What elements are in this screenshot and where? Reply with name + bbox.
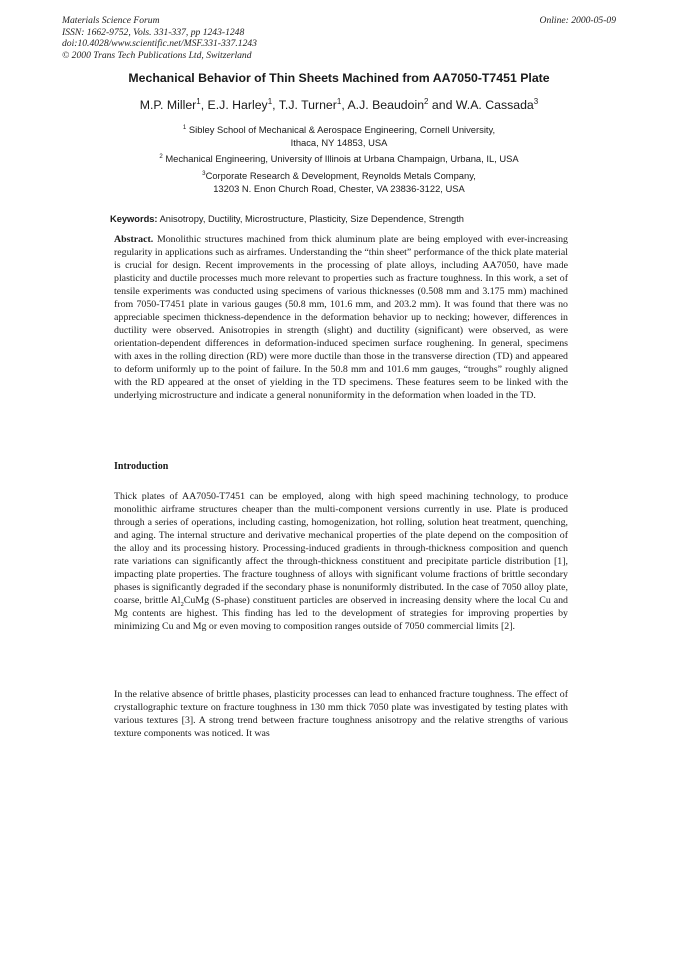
issn-line: ISSN: 1662-9752, Vols. 331-337, pp 1243-1248 [62, 26, 245, 38]
abstract-text: Monolithic structures machined from thick aluminum plate are being employed with ever-increasing regularity in applications such as airframes. Understanding the “thin sheet” performance of the thick plate material is crucial for design. Recent improvements in the processing of plate alloys, including AA7050, have made plasticity and ductile processes much more relevant to properties such as fracture toughness. In this work, a set of tensile experiments was conducted using specimens of various thicknesses (0.508 mm and 3.175 mm) machined from 7050-T7451 plate in various gauges (50.8 mm, 101.6 mm, and 203.2 mm). It was found that there was no appreciable specimen thickness-dependence in the deformation behavior up to necking; however, differences in ductility were observed. Anisotropies in strength (slight) and ductility (significant) were observed, as were orientation-dependent differences in deformation-induced specimen surface roughening. In general, specimens with axes in the rolling direction (RD) were more ductile than those in the transverse direction (TD) and appeared to deform uniformly up to the point of failure. In the 50.8 mm and 101.6 mm gauges, “troughs” roughly aligned with the RD appeared at the onset of yielding in the TD specimens. These features seem to be linked with the underlying microstructure and indicate a general nonuniformity in the deformation when loaded in the TD. [114, 234, 568, 401]
abstract [114, 233, 568, 402]
doi-line: doi:10.4028/www.scientific.net/MSF.331-337.1243 [62, 38, 257, 50]
keywords [110, 214, 570, 224]
affiliation-2: $^2$ Mechanical Engineering, University of Illinois at Urbana Champaign, Urbana, IL, USA [159, 152, 519, 164]
author: E.J. Harley$^1$, [207, 96, 279, 112]
introduction-paragraph-1: Thick plates of AA7050-T7451 can be employed, along with high speed machining technology, to produce monolithic airframe structures cheaper than the multi-component versions currently in use. Plate is produced through a series of operations, including casting, homogenization, hot rolling, solution heat treatment, quenching, and aging. The internal structure and derivative mechanical properties of the plate depend on the composition of the alloy and its processing history. Processing-induced gradients in through-thickness composition and quench rate variations can significantly affect the through-thickness constituent and precipitate particle distribution [1], impacting plate properties. The fracture toughness of alloys with significant volume fractions of brittle secondary phases is significantly degraded if the secondary phase is nonuniformly distributed. In the case of 7050 alloy plate, coarse, brittle $Al_2CuMg$ (S-phase) constituent particles are observed in increasing density where the local Cu and Mg contents are highest. This finding has led to the development of strategies for improving properties by minimizing Cu and Mg or even moving to composition ranges outside of 7050 commercial limits [2]. [114, 491, 568, 632]
copyright-line: © 2000 Trans Tech Publications Ltd, Switzerland [62, 49, 252, 61]
author-list [0, 98, 678, 112]
paper-title: Mechanical Behavior of Thin Sheets Machined from AA7050-T7451 Plate [128, 71, 550, 85]
journal-metadata [62, 15, 257, 61]
introduction-heading: Introduction [114, 461, 169, 472]
online-date: Online: 2000-05-09 [539, 15, 616, 26]
author: M.P. Miller$^1$, [139, 96, 208, 112]
journal-name: Materials Science Forum [62, 15, 160, 26]
affiliation-1: $^1$ Sibley School of Mechanical & Aerospace Engineering, Cornell University, Ithaca, NY 14853, USA [182, 123, 496, 148]
author: T.J. Turner$^1$, [278, 96, 348, 112]
abstract-label: Abstract. [114, 234, 154, 245]
author: W.A. Cassada$^3$ [455, 96, 539, 112]
introduction-paragraph-2: In the relative absence of brittle phases, plasticity processes can lead to enhanced fracture toughness. The effect of crystallographic texture on fracture toughness in 130 mm thick 7050 plate was investigated by testing plates with various textures [3]. A strong trend between fracture toughness anisotropy and the relative strengths of various texture components was noticed. It was [114, 689, 568, 739]
keywords-text: Anisotropy, Ductility, Microstructure, Plasticity, Size Dependence, Strength [159, 214, 464, 224]
keywords-label: Keywords: [110, 214, 158, 224]
affiliation-3: $^3$Corporate Research & Development, Reynolds Metals Company, 13203 N. Enon Church Road, Chester, VA 23836-3122, USA [202, 169, 476, 194]
author: A.J. Beaudoin$^2$ and [347, 96, 456, 112]
